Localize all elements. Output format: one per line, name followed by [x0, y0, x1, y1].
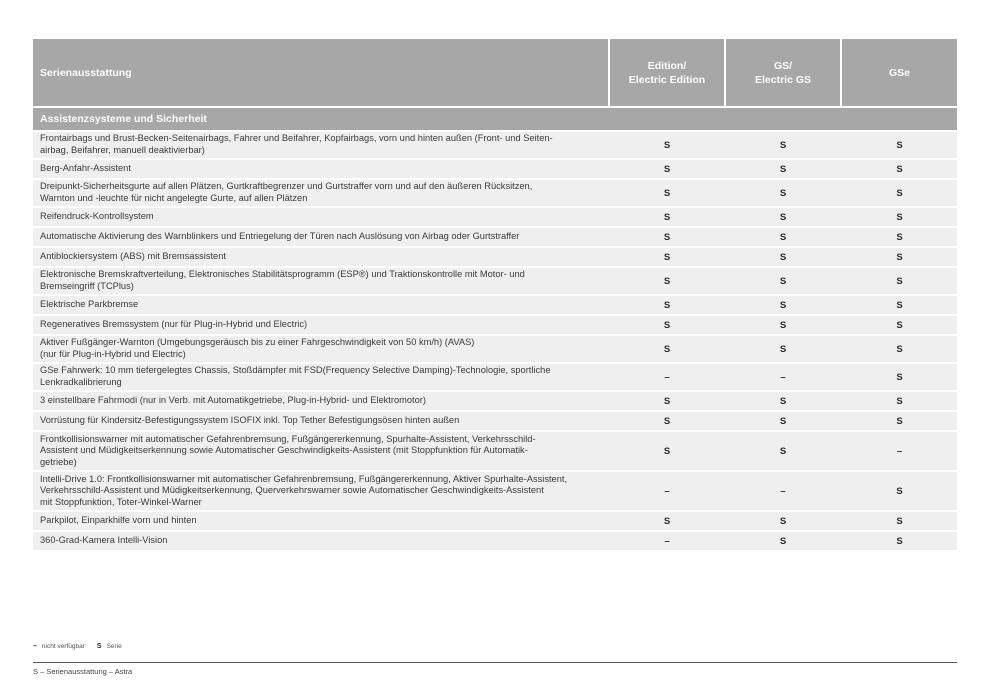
availability-cell: S: [663, 415, 671, 427]
availability-cell: S: [779, 275, 787, 287]
legend-text: nicht verfügbar: [41, 643, 85, 650]
availability-cell: S: [663, 231, 671, 243]
feature-label: Berg-Anfahr-Assistent: [40, 163, 131, 174]
feature-label: Antiblockiersystem (ABS) mit Bremsassistent: [40, 251, 226, 262]
table-row: [33, 180, 957, 206]
availability-cell: S: [896, 343, 903, 355]
table-row: [33, 336, 957, 362]
table-row: [33, 392, 957, 410]
availability-cell: S: [663, 395, 671, 407]
availability-cell: S: [779, 395, 787, 407]
availability-cell: S: [663, 139, 671, 151]
availability-cell: S: [896, 535, 903, 547]
feature-label: Reifendruck-Kontrollsystem: [40, 211, 154, 222]
footer-divider: [33, 662, 957, 663]
availability-cell: S: [896, 299, 903, 311]
availability-cell: –: [664, 371, 670, 383]
table-row: [33, 512, 957, 530]
feature-label: 3 einstellbare Fahrmodi (nur in Verb. mit Automatikgetriebe, Plug-in-Hybrid- und Elektromotor): [40, 395, 426, 406]
availability-cell: S: [779, 187, 787, 199]
availability-cell: S: [896, 415, 903, 427]
availability-cell: S: [896, 395, 903, 407]
table-row: [33, 160, 957, 178]
table-header: [33, 39, 957, 106]
legend-text: Serie: [106, 643, 122, 650]
availability-cell: S: [896, 485, 903, 497]
feature-label: Frontkollisionswarner mit automatischer Gefahrenbremsung, Fußgängererkennung, Spurhalte-Assistent, Verkehrsschild- Assistent und Müdigkeitserkennung sowie Automatischer Geschwindigkeits-Assistent (mit Stoppfunktion für Automatik- getriebe): [40, 433, 536, 467]
header-col-gse: GSe: [842, 39, 957, 106]
feature-label: Parkpilot, Einparkhilfe vorn und hinten: [40, 515, 197, 526]
availability-cell: S: [896, 163, 903, 175]
legend: [33, 643, 130, 650]
table-row: [33, 208, 957, 226]
availability-cell: S: [779, 139, 787, 151]
availability-cell: –: [896, 445, 903, 457]
header-col-gs: GS/ Electric GS: [726, 39, 840, 106]
availability-cell: –: [780, 371, 786, 383]
availability-cell: S: [896, 319, 903, 331]
table-row: [33, 432, 957, 470]
header-col-edition: Edition/ Electric Edition: [610, 39, 724, 106]
availability-cell: S: [663, 515, 671, 527]
legend-symbol: S: [96, 643, 102, 650]
feature-label: GSe Fahrwerk: 10 mm tiefergelegtes Chassis, Stoßdämpfer mit FSD(Frequency Selective Damping)-Technologie, sportliche Lenkradkalibrierung: [40, 365, 551, 387]
availability-cell: S: [663, 319, 671, 331]
header-title: Serienausstattung: [33, 39, 608, 106]
availability-cell: S: [663, 163, 671, 175]
availability-cell: S: [779, 415, 787, 427]
availability-cell: S: [663, 275, 671, 287]
feature-label: Frontairbags und Brust-Becken-Seitenairbags, Fahrer und Beifahrer, Kopfairbags, vorn und hinten außen (Front- und Seiten- airbag, Beifahrer, manuell deaktivierbar): [40, 133, 553, 155]
table-row: [33, 132, 957, 158]
table-row: [33, 364, 957, 390]
availability-cell: S: [779, 515, 787, 527]
availability-cell: –: [780, 485, 786, 497]
availability-cell: S: [663, 187, 671, 199]
availability-cell: S: [896, 211, 903, 223]
availability-cell: S: [779, 231, 787, 243]
availability-cell: S: [663, 343, 671, 355]
availability-cell: S: [896, 371, 903, 383]
availability-cell: –: [664, 535, 670, 547]
table-row: [33, 296, 957, 314]
feature-label: Elektrische Parkbremse: [40, 299, 139, 310]
availability-cell: S: [663, 211, 671, 223]
availability-cell: S: [896, 251, 903, 263]
table-row: [33, 268, 957, 294]
table-row: [33, 228, 957, 246]
availability-cell: S: [779, 251, 787, 263]
feature-label: Elektronische Bremskraftverteilung, Elektronisches Stabilitätsprogramm (ESP®) und Traktionskontrolle mit Motor- und Bremseingriff (TCPlus): [40, 269, 525, 291]
table-body: [33, 132, 957, 550]
feature-label: Regeneratives Bremssystem (nur für Plug-in-Hybrid und Electric): [40, 319, 308, 330]
feature-label: Vorrüstung für Kindersitz-Befestigungssystem ISOFIX inkl. Top Tether Befestigungsösen hinten außen: [40, 415, 460, 426]
section-heading: Assistenzsysteme und Sicherheit: [33, 108, 957, 130]
availability-cell: S: [896, 139, 903, 151]
availability-cell: S: [896, 231, 903, 243]
legend-item: [33, 643, 85, 650]
feature-label: Automatische Aktivierung des Warnblinkers und Entriegelung der Türen nach Auslösung von Airbag oder Gurtstraffer: [40, 231, 520, 242]
availability-cell: S: [779, 163, 787, 175]
feature-label: 360-Grad-Kamera Intelli-Vision: [40, 535, 168, 546]
availability-cell: S: [779, 343, 787, 355]
feature-label: Intelli-Drive 1.0: Frontkollisionswarner mit automatischer Gefahrenbremsung, Fußgängererkennung, Aktiver Spurhalte-Assistent, Verkehrsschild-Assistent und Müdigkeitserkennung, Querverkehrswarner sowie Automatischer Geschwindigkeits-Assistent mit Stoppfunktion, Toter-Winkel-Warner: [40, 473, 568, 507]
feature-label: Dreipunkt-Sicherheitsgurte auf allen Plätzen, Gurtkraftbegrenzer und Gurtstraffer vorn und auf den äußeren Rücksitzen, Warnton und -leuchte für nicht angelegte Gurte, auf allen Plätzen: [40, 181, 533, 203]
availability-cell: S: [896, 515, 903, 527]
table-row: [33, 316, 957, 334]
table-row: [33, 412, 957, 430]
table-row: [33, 532, 957, 550]
legend-symbol: –: [33, 643, 37, 650]
availability-cell: –: [664, 485, 670, 497]
availability-cell: S: [663, 251, 671, 263]
table-row: [33, 472, 957, 510]
legend-item: [97, 643, 122, 650]
availability-cell: S: [779, 319, 787, 331]
availability-cell: S: [779, 445, 787, 457]
availability-cell: S: [663, 445, 671, 457]
availability-cell: S: [779, 211, 787, 223]
availability-cell: S: [896, 187, 903, 199]
table-row: [33, 248, 957, 266]
availability-cell: S: [663, 299, 671, 311]
feature-label: Aktiver Fußgänger-Warnton (Umgebungsgeräusch bis zu einer Fahrgeschwindigkeit von 50 km/h) (AVAS) (nur für Plug-in-Hybrid und Electric): [40, 337, 475, 359]
page-footer: S – Serienausstattung – Astra: [33, 667, 133, 676]
availability-cell: S: [779, 535, 787, 547]
availability-cell: S: [779, 299, 787, 311]
availability-cell: S: [896, 275, 903, 287]
equipment-table: [33, 39, 957, 550]
